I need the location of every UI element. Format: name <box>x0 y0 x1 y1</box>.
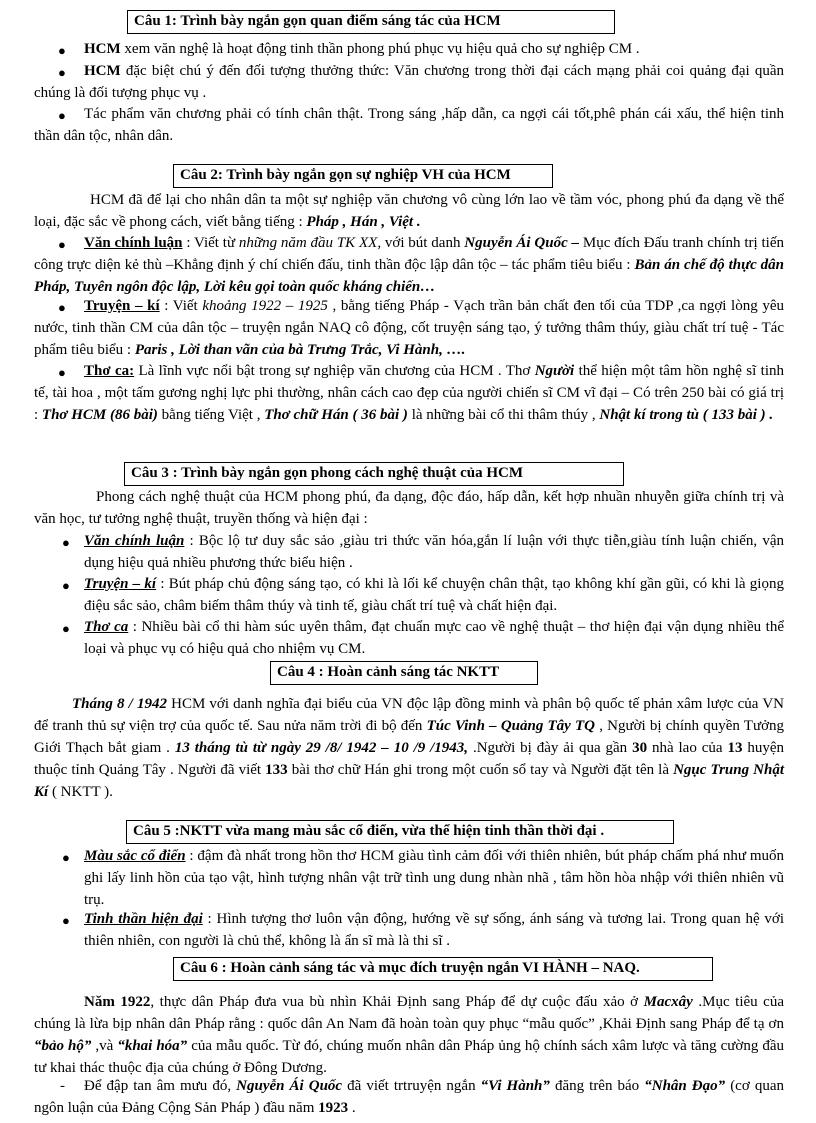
section-3-item-1: Văn chính luận : Bộc lộ tư duy sắc sảo ,giàu tri thức văn hóa,gắn lí luận với thực tiễn,giàu tính luận chiến, vận dụng hiệu quả nhiều phương thức biểu hiện . <box>84 533 784 571</box>
bullet-icon: ● <box>58 43 66 58</box>
section-1-item-3: Tác phẩm văn chương phải có tính chân thật. Trong sáng ,hấp dẫn, ca ngợi cái tốt,phê phán cái xấu, thể hiện tinh thần dân tộc, nhân dân. <box>34 106 784 144</box>
bullet-icon: ● <box>58 365 66 380</box>
section-3-item-3: Thơ ca : Nhiều bài cổ thi hàm súc uyên thâm, đạt chuẩn mực cao về nghệ thuật – thơ hiện đại vận dụng nhiều thể loại và phục vụ có hiệu quả cho nhiệm vụ CM. <box>84 619 784 657</box>
bullet-icon: ● <box>62 578 70 593</box>
section-2-item-1: Văn chính luận : Viết từ những năm đầu TK XX, với bút danh Nguyễn Ái Quốc – Mục đích Đấu tranh chính trị tiến công trực diện kẻ thù –Khẳng định ý chí chiến đấu, tinh thần độc lập dân tộc – tác phẩm tiêu biểu : Bản án chế độ thực dân Pháp, Tuyên ngôn độc lập, Lời kêu gọi toàn quốc kháng chiến… <box>34 235 785 295</box>
section-5-item-2: Tinh thần hiện đại : Hình tượng thơ luôn vận động, hướng về sự sống, ánh sáng và tương lai. Trong quan hệ với thiên nhiên, con người là chủ thể, không là ẩn sĩ mà là thi sĩ . <box>84 911 784 949</box>
section-4-title: Câu 4 : Hoàn cảnh sáng tác NKTT <box>270 661 538 685</box>
bullet-icon: ● <box>58 65 66 80</box>
section-3-item-2: Truyện – kí : Bút pháp chủ động sáng tạo, có khi là lối kể chuyện chân thật, tạo không khí gần gũi, có khi là giọng điệu sắc sảo, châm biếm thâm thúy và tinh tế, giàu chất trí tuệ và chất hiện đại. <box>84 576 784 614</box>
bullet-icon: ● <box>62 850 70 865</box>
section-2-title: Câu 2: Trình bày ngắn gọn sự nghiệp VH của HCM <box>173 164 553 188</box>
section-6-dash-item: Để đập tan âm mưu đó, Nguyễn Ái Quốc đã viết trtruyện ngắn “Vi Hành” đăng trên báo “Nhân Đạo” (cơ quan ngôn luận của Đảng Cộng Sản Pháp ) đầu năm 1923 . <box>34 1078 784 1116</box>
section-2-intro: HCM đã để lại cho nhân dân ta một sự nghiệp văn chương vô cùng lớn lao về tầm vóc, phong phú đa dạng về thể loại, đặc sắc về phong cách, viết bằng tiếng : Pháp , Hán , Việt . <box>34 192 784 230</box>
section-3-title: Câu 3 : Trình bày ngắn gọn phong cách nghệ thuật của HCM <box>124 462 624 486</box>
section-1-item-1: HCM xem văn nghệ là hoạt động tinh thần phong phú phục vụ hiệu quả cho sự nghiệp CM . <box>84 41 640 57</box>
bullet-icon: ● <box>58 237 66 252</box>
section-5-item-1: Màu sắc cổ điển : đậm đà nhất trong hồn thơ HCM giàu tình cảm đối với thiên nhiên, bút pháp chấm phá như muốn ghi lấy linh hồn của tạo vật, hình tượng nhân vật trữ tình ung dung nhàn nhã , tâm hồn hòa nhập với thiên nhiên vũ trụ. <box>84 848 785 908</box>
bullet-icon: ● <box>62 535 70 550</box>
bullet-icon: ● <box>58 108 66 123</box>
section-6-paragraph: Năm 1922, thực dân Pháp đưa vua bù nhìn Khải Định sang Pháp để dự cuộc đấu xảo ở Macxây .Mục tiêu của chúng là lừa bịp nhân dân Pháp rằng : quốc dân An Nam đã hoàn toàn quy phục “mẫu quốc” ,Khải Định sang Pháp để tạ ơn “bảo hộ” ,và “khai hóa” của mẫu quốc. Từ đó, chúng muốn nhân dân Pháp ủng hộ chính sách xâm lược và tăng cường đầu tư khai thác thuộc địa của chúng ở Đông Dương. <box>34 994 784 1076</box>
section-2-item-2: Truyện – kí : Viết khoảng 1922 – 1925 , bằng tiếng Pháp - Vạch trần bản chất đen tối của TDP ,ca ngợi lòng yêu nước, tinh thần CM của dân tộc – truyện ngắn NAQ cô động, cốt truyện sáng tạo, ý tưởng thâm thúy, giàu chất trí tuệ - Tác phẩm tiêu biểu : Paris , Lời than vãn của bà Trưng Trắc, Vi Hành, …. <box>34 298 784 358</box>
bullet-icon: ● <box>62 621 70 636</box>
section-2-item-3: Thơ ca: Là lĩnh vực nổi bật trong sự nghiệp văn chương của HCM . Thơ Người thể hiện một tâm hồn nghệ sĩ tinh tế, tài hoa , một tấm gương nghị lực phi thường, nhân cách cao đẹp của người chiến sĩ CM vĩ đại – Có trên 250 bài có giá trị : Thơ HCM (86 bài) bằng tiếng Việt , Thơ chữ Hán ( 36 bài ) là những bài cổ thi thâm thúy , Nhật kí trong tù ( 133 bài ) . <box>34 363 784 423</box>
section-4-paragraph: Tháng 8 / 1942 HCM với danh nghĩa đại biểu của VN độc lập đồng minh và phân bộ quốc tế phản xâm lược của VN để tranh thủ sự viện trợ của quốc tế. Sau nửa năm trời đi bộ đến Túc Vinh – Quảng Tây TQ , Người bị chính quyền Tưởng Giới Thạch bắt giam . 13 tháng tù từ ngày 29 /8/ 1942 – 10 /9 /1943, .Người bị đày ải qua gần 30 nhà lao của 13 huyện thuộc tỉnh Quảng Tây . Người đã viết 133 bài thơ chữ Hán ghi trong một cuốn sổ tay và Người đặt tên là Ngục Trung Nhật Kí ( NKTT ). <box>34 696 785 800</box>
section-1-item-2: HCM đặc biệt chú ý đến đối tượng thưởng thức: Văn chương trong thời đại cách mạng phải coi quảng đại quần chúng là đối tượng phục vụ . <box>34 63 784 101</box>
section-5-title: Câu 5 :NKTT vừa mang màu sắc cổ điển, vừa thể hiện tinh thần thời đại . <box>126 820 674 844</box>
section-6-title: Câu 6 : Hoàn cảnh sáng tác và mục đích truyện ngắn VI HÀNH – NAQ. <box>173 957 713 981</box>
section-3-intro: Phong cách nghệ thuật của HCM phong phú, đa dạng, độc đáo, hấp dẫn, kết hợp nhuần nhuyễn giữa chính trị và văn học, tư tưởng nghệ thuật, truyền thống và hiện đại : <box>34 489 784 527</box>
bullet-icon: ● <box>58 300 66 315</box>
dash-marker: - <box>60 1078 65 1094</box>
bullet-icon: ● <box>62 913 70 928</box>
section-1-title: Câu 1: Trình bày ngắn gọn quan điểm sáng tác của HCM <box>127 10 615 34</box>
